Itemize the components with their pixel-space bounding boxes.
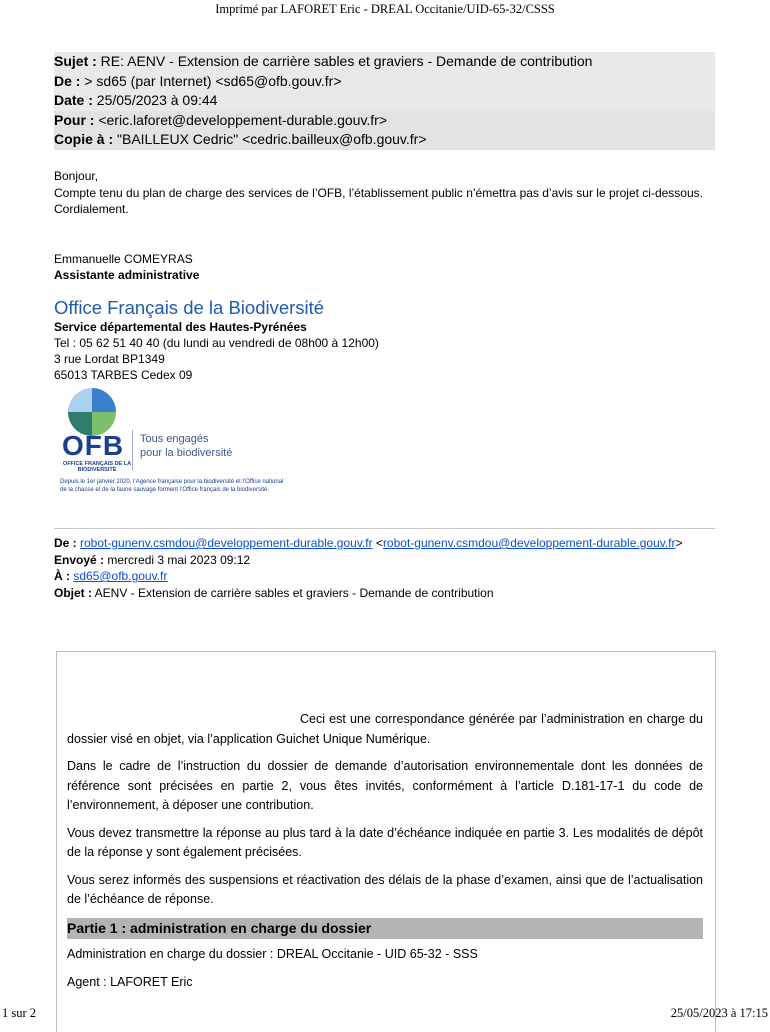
service-address-2: 65013 TARBES Cedex 09 xyxy=(54,368,193,382)
subject-label: Sujet : xyxy=(54,53,97,69)
logo-subtitle: OFFICE FRANÇAIS DE LA BIODIVERSITÉ xyxy=(62,461,132,473)
print-header: Imprimé par LAFORET Eric - DREAL Occitanie/UID-65-32/CSSS xyxy=(215,2,555,16)
service-block xyxy=(54,319,379,383)
print-timestamp: 25/05/2023 à 17:15 xyxy=(670,1006,768,1020)
forwarded-headers xyxy=(54,535,715,601)
to-value: <eric.laforet@developpement-durable.gouv.fr> xyxy=(98,111,388,128)
fwd-from-link-2[interactable]: robot-gunenv.csmdou@developpement-durable.gouv.fr xyxy=(382,536,676,550)
fwd-subject-label: Objet : xyxy=(54,585,92,600)
page-number: 1 sur 2 xyxy=(2,1006,37,1020)
date-label: Date : xyxy=(54,92,93,108)
logo-acronym: OFB xyxy=(62,430,125,461)
from-value: > sd65 (par Internet) <sd65@ofb.gouv.fr> xyxy=(84,72,342,89)
fwd-to-row xyxy=(54,568,715,585)
fwd-from-row: De : robot-gunenv.csmdou@developpement-durable.gouv.fr <robot-gunenv.csmdou@developpement-durable.gouv.fr> xyxy=(54,536,683,550)
from-row xyxy=(54,72,715,92)
separator xyxy=(54,528,715,529)
logo-note: Depuis le 1er janvier 2020, l’Agence française pour la biodiversité et l’Office national de la chasse et de la faune sauvage forment l’Office français de la biodiversité. xyxy=(60,479,284,493)
panel-paragraph-1: Ceci est une correspondance générée par l’administration en charge du dossier visé en objet, via l’application Guichet Unique Numérique. xyxy=(67,712,703,746)
date-value: 25/05/2023 à 09:44 xyxy=(96,92,218,108)
notification-panel xyxy=(56,651,716,1032)
fwd-sent-label: Envoyé : xyxy=(54,552,105,567)
panel-paragraph-4: Vous serez informés des suspensions et réactivation des délais de la phase d’examen, ainsi que de l’actualisation de l’échéance de réponse. xyxy=(67,872,703,906)
signature-role: Assistante administrative xyxy=(54,268,200,282)
logo-tagline-2: pour la biodiversité xyxy=(140,447,233,459)
logo-tagline xyxy=(140,432,232,460)
agent-line: Agent : LAFORET Eric xyxy=(67,974,193,989)
fwd-subject-value: AENV - Extension de carrière sables et graviers - Demande de contribution xyxy=(94,585,494,600)
logo-globe-icon xyxy=(68,388,116,436)
fwd-from-link[interactable]: robot-gunenv.csmdou@developpement-durable.gouv.fr xyxy=(80,536,373,550)
admin-line: Administration en charge du dossier : DREAL Occitanie - UID 65-32 - SSS xyxy=(67,947,478,961)
ofb-logo xyxy=(56,386,286,510)
service-phone: Tel : 05 62 51 40 40 (du lundi au vendredi de 08h00 à 12h00) xyxy=(54,336,379,350)
fwd-from-label: De : xyxy=(54,536,77,550)
service-name: Service départemental des Hautes-Pyrénées xyxy=(54,320,307,334)
from-label: De : xyxy=(54,72,81,89)
panel-paragraph-2: Dans le cadre de l’instruction du dossier de demande d’autorisation environnementale dont les données de référence sont précisées en partie 2, vous êtes invités, conformément à l’article D.181-17-1 du code de l’environnement, à déposer une contribution. xyxy=(67,759,703,812)
fwd-to-label: À : xyxy=(54,569,70,583)
subject-value: RE: AENV - Extension de carrière sables et graviers - Demande de contribution xyxy=(100,53,593,69)
date-row xyxy=(54,91,715,111)
cc-label: Copie à : xyxy=(54,131,114,147)
to-label: Pour : xyxy=(54,111,95,128)
panel-paragraph-3: Vous devez transmettre la réponse au plus tard à la date d’échéance indiquée en partie 3. Les modalités de dépôt de la réponse y sont également précisées. xyxy=(67,825,703,859)
cc-value: "BAILLEUX Cedric" <cedric.bailleux@ofb.gouv.fr> xyxy=(117,131,427,147)
subject-row xyxy=(54,52,715,72)
greeting: Bonjour, xyxy=(54,169,99,183)
cc-row xyxy=(54,130,715,150)
signature-person xyxy=(54,251,199,283)
closing: Cordialement. xyxy=(54,202,129,216)
service-address-1: 3 rue Lordat BP1349 xyxy=(54,352,165,366)
fwd-to-link[interactable]: sd65@ofb.gouv.fr xyxy=(73,569,168,583)
logo-divider xyxy=(132,430,133,470)
signature-name: Emmanuelle COMEYRAS xyxy=(54,252,193,266)
email-headers xyxy=(54,52,715,150)
fwd-subject-row xyxy=(54,585,715,602)
message-body xyxy=(54,168,714,218)
fwd-sent-value: mercredi 3 mai 2023 09:12 xyxy=(107,552,251,567)
message-line: Compte tenu du plan de charge des services de l’OFB, l’établissement public n’émettra pas d’avis sur le projet ci-dessous. xyxy=(54,185,703,200)
logo-tagline-1: Tous engagés xyxy=(140,433,209,445)
panel-content xyxy=(67,710,703,1000)
section-heading: Partie 1 : administration en charge du dossier xyxy=(67,918,703,940)
to-row xyxy=(54,111,715,131)
organization-title: Office Français de la Biodiversité xyxy=(54,297,325,318)
fwd-sent-row xyxy=(54,552,715,569)
